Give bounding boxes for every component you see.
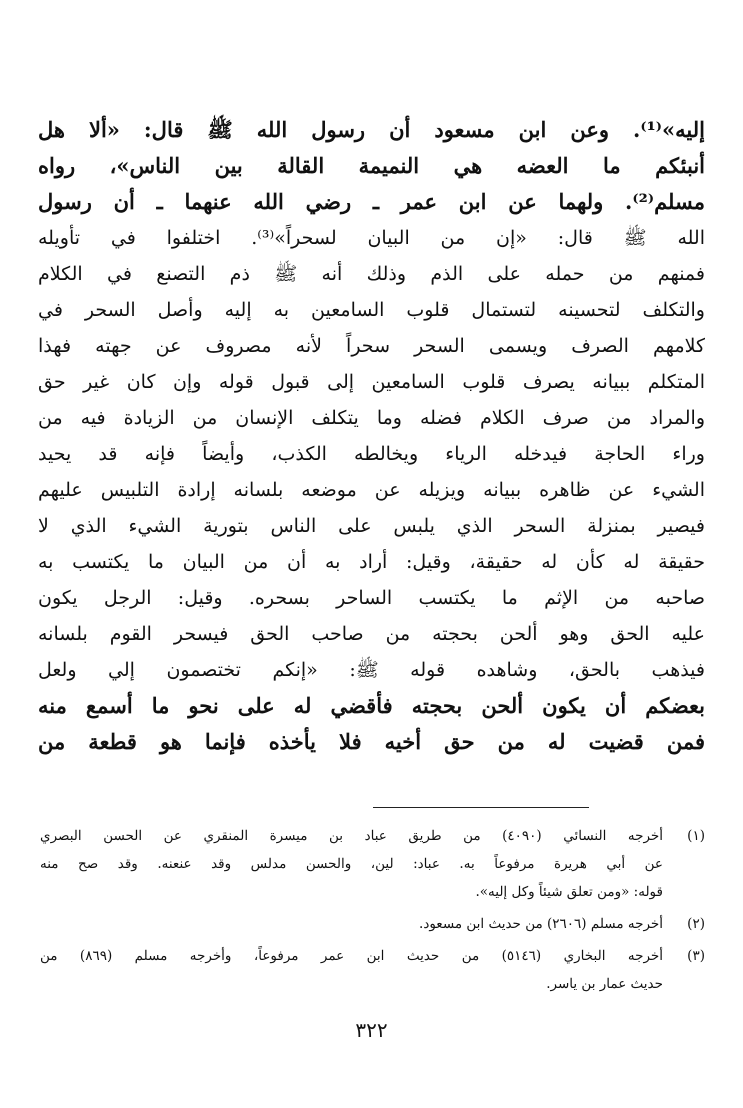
text-line: مسلم⁽²⁾. ولهما عن ابن عمر ـ رضي الله عنهما ـ أن رسول — [38, 189, 705, 214]
text-line: المتكلم ببيانه يصرف قلوب السامعين إلى قبول قوله وإن كان غير حق — [38, 371, 705, 393]
text-line: حقيقة له كأن له حقيقة، وقيل: أراد به أن من البيان ما يكتسب به — [38, 551, 705, 573]
text-line: فمنهم من حمله على الذم وذلك أنه ﷺ ذم التصنع في الكلام — [38, 263, 705, 285]
footnote — [40, 822, 705, 906]
text-line: الله ﷺ قال: «إن من البيان لسحراً»⁽³⁾. اختلفوا في تأويله — [38, 227, 705, 249]
text-line: الشيء عن ظاهره ببيانه ويزيله عن موضعه بلسانه إرادة التلبيس عليهم — [38, 479, 705, 501]
text-line: والمراد من صرف الكلام فضله وما يتكلف الإنسان من الزيادة فيه من — [38, 407, 705, 429]
footnote-body — [40, 822, 663, 906]
footnote-number: (١) — [687, 828, 705, 844]
text-line: صاحبه من الإثم ما يكتسب الساحر بسحره. وقيل: الرجل يكون — [38, 587, 705, 609]
text-line: كلامهم الصرف ويسمى السحر سحراً لأنه مصروف عن جهته فهذا — [38, 335, 705, 357]
footnote-body — [40, 942, 663, 998]
text-line: بعضكم أن يكون ألحن بحجته فأقضي له على نحو ما أسمع منه — [38, 693, 705, 718]
text-line: عليه الحق وهو ألحن بحجته من صاحب الحق فيسحر القوم بلسانه — [38, 623, 705, 645]
footnote-line: قوله: «ومن تعلق شيئاً وكل إليه». — [475, 884, 663, 900]
text-line: فيصير بمنزلة السحر الذي يلبس على الناس بتورية الشيء الذي لا — [38, 515, 705, 537]
footnote-line: حديث عمار بن ياسر. — [546, 976, 663, 992]
main-text-block — [38, 112, 705, 760]
footnote-number: (٢) — [687, 916, 705, 932]
text-line: فمن قضيت له من حق أخيه فلا يأخذه فإنما هو قطعة من — [38, 729, 705, 754]
footnotes — [40, 822, 705, 1002]
footnote — [40, 942, 705, 998]
page-number: ٣٢٢ — [355, 1018, 388, 1042]
footnote-divider — [373, 807, 589, 808]
footnote-number: (٣) — [687, 948, 705, 964]
footnote-line: أخرجه مسلم (٢٦٠٦) من حديث ابن مسعود. — [419, 916, 663, 932]
text-line: أنبئكم ما العضه هي النميمة القالة بين الناس»، رواه — [38, 153, 705, 178]
footnote-body — [40, 910, 663, 938]
text-line: والتكلف لتحسينه لتستمال قلوب السامعين به إليه وأصل السحر في — [38, 299, 705, 321]
footnote-line: أخرجه النسائي (٤٠٩٠) من طريق عباد بن ميسرة المنقري عن الحسن البصري — [40, 828, 663, 844]
text-line: وراء الحاجة فيدخله الرياء ويخالطه الكذب، وأيضاً فإنه قد يحيد — [38, 443, 705, 465]
footnote-line: عن أبي هريرة مرفوعاً به. عباد: لين، والحسن مدلس وقد عنعنه. وقد صح منه — [40, 856, 663, 872]
footnote-line: أخرجه البخاري (٥١٤٦) من حديث ابن عمر مرفوعاً، وأخرجه مسلم (٨٦٩) من — [40, 948, 663, 964]
text-line: إليه»⁽¹⁾. وعن ابن مسعود أن رسول الله ﷺ قال: «ألا هل — [38, 117, 705, 142]
text-line: فيذهب بالحق، وشاهده قوله ﷺ: «إنكم تختصمون إلي ولعل — [38, 659, 705, 681]
footnote — [40, 910, 705, 938]
